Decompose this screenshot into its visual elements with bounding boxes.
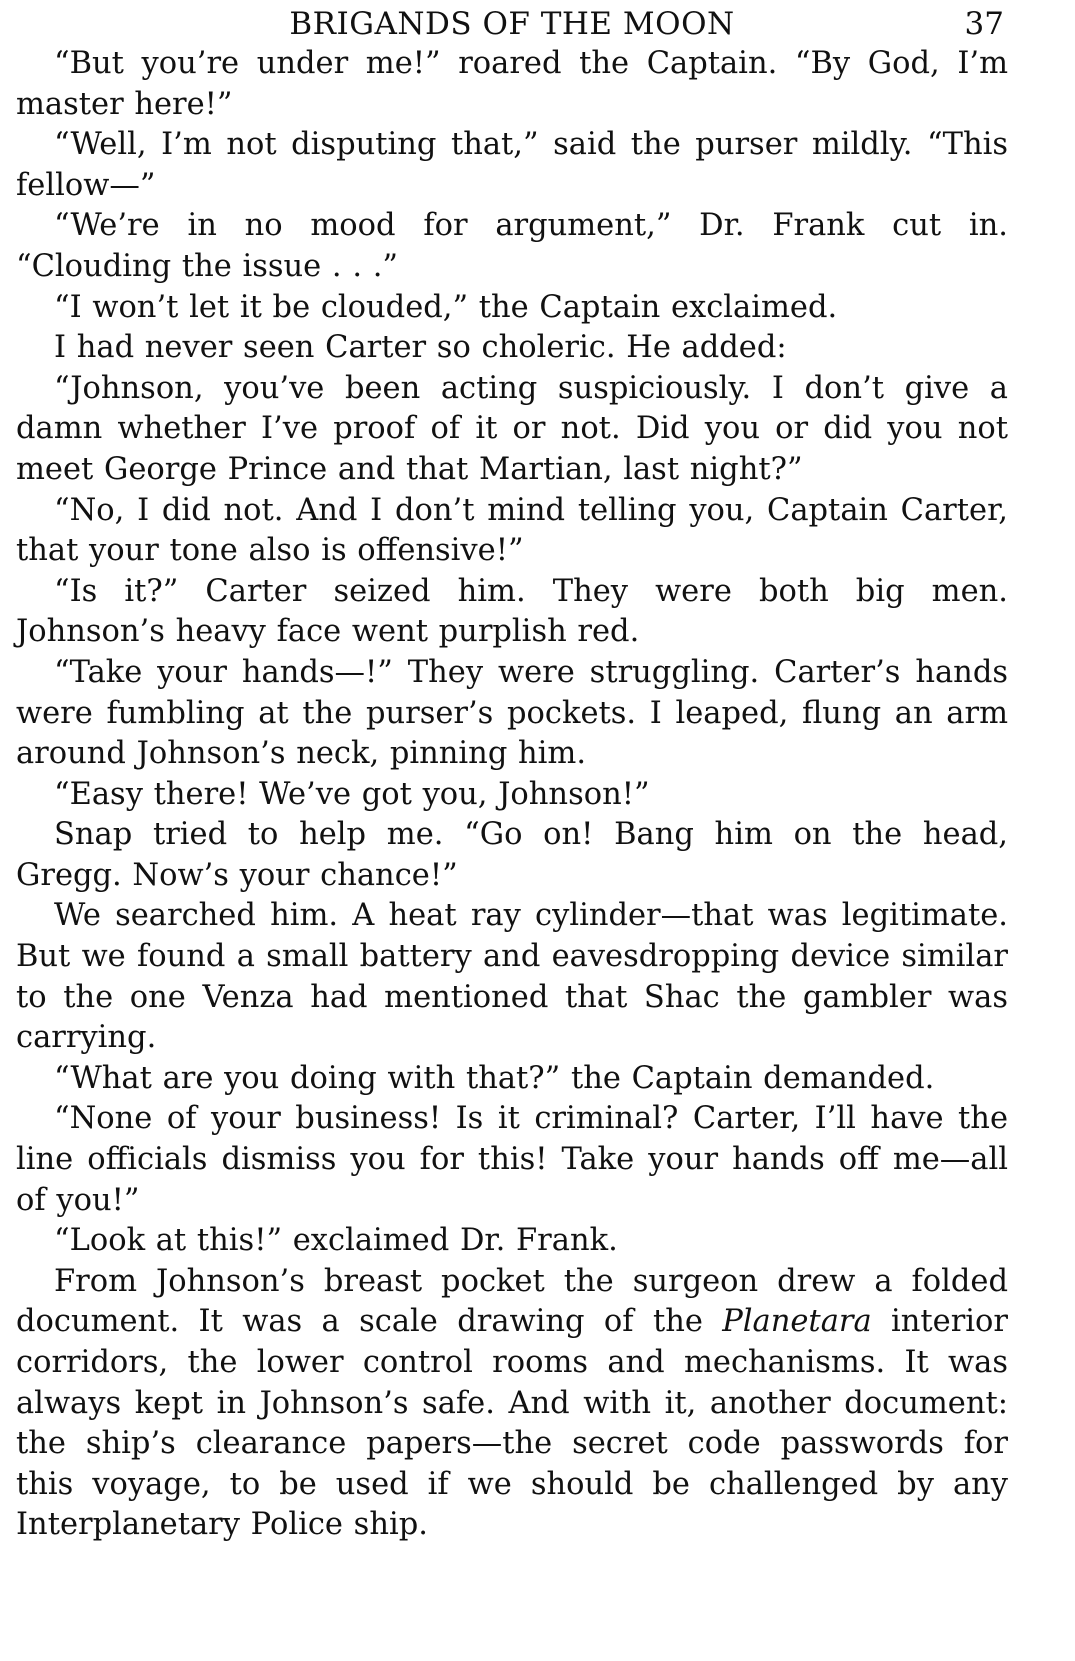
paragraph: “Is it?” Carter seized him. They were both big men. Johnson’s heavy face went purplish red.: [16, 573, 1008, 650]
paragraph: “I won’t let it be clouded,” the Captain exclaimed.: [54, 289, 838, 325]
paragraph: I had never seen Carter so choleric. He added:: [54, 330, 787, 366]
running-head-title: BRIGANDS OF THE MOON: [289, 6, 735, 42]
book-page: [16, 0, 1008, 1661]
paragraph: “We’re in no mood for argument,” Dr. Frank cut in. “Clouding the issue . . .”: [16, 208, 1008, 284]
paragraph: “Take your hands—!” They were struggling. Carter’s hands were fumbling at the purser’s pockets. I leaped, flung an arm around Johnson’s neck, pinning him.: [16, 654, 1008, 772]
paragraph: “Look at this!” exclaimed Dr. Frank.: [54, 1223, 618, 1259]
body-text: [16, 44, 1008, 1546]
paragraph: “No, I did not. And I don’t mind telling you, Captain Carter, that your tone also is offensive!”: [16, 492, 1008, 569]
paragraph-text-after-ship-name: interior corridors, the lower control rooms and mechanisms. It was always kept in Johnson’s safe. And with it, another document: the ship’s clearance papers—the secret code passwords for this voyage, to be used if we should be challenged by any Interplanetary Police ship.: [16, 1304, 1008, 1543]
paragraph: “What are you doing with that?” the Captain demanded.: [54, 1060, 935, 1096]
paragraph: “None of your business! Is it criminal? Carter, I’ll have the line officials dismiss you for this! Take your hands off me—all of you!”: [16, 1101, 1008, 1218]
paragraph: “Easy there! We’ve got you, Johnson!”: [54, 776, 650, 812]
paragraph-text-before-ship-name: From Johnson’s breast pocket the surgeon drew a folded document. It was a scale drawing of the: [16, 1263, 1008, 1340]
ship-name: Planetara: [722, 1304, 872, 1340]
paragraph: “Johnson, you’ve been acting suspiciously. I don’t give a damn whether I’ve proof of it or not. Did you or did you not meet George Prince and that Martian, last night?”: [16, 370, 1008, 487]
paragraph: “But you’re under me!” roared the Captain. “By God, I’m master here!”: [16, 46, 1008, 122]
paragraph: “Well, I’m not disputing that,” said the purser mildly. “This fellow—”: [16, 127, 1008, 203]
paragraph: We searched him. A heat ray cylinder—that was legitimate. But we found a small battery and eavesdropping device similar to the one Venza had mentioned that Shac the gambler was carrying.: [16, 898, 1008, 1056]
paragraph-document-discovery: [16, 1262, 1008, 1546]
paragraph: Snap tried to help me. “Go on! Bang him on the head, Gregg. Now’s your chance!”: [16, 817, 1008, 893]
running-head: [16, 0, 1008, 42]
page-number: 37: [964, 6, 1004, 42]
